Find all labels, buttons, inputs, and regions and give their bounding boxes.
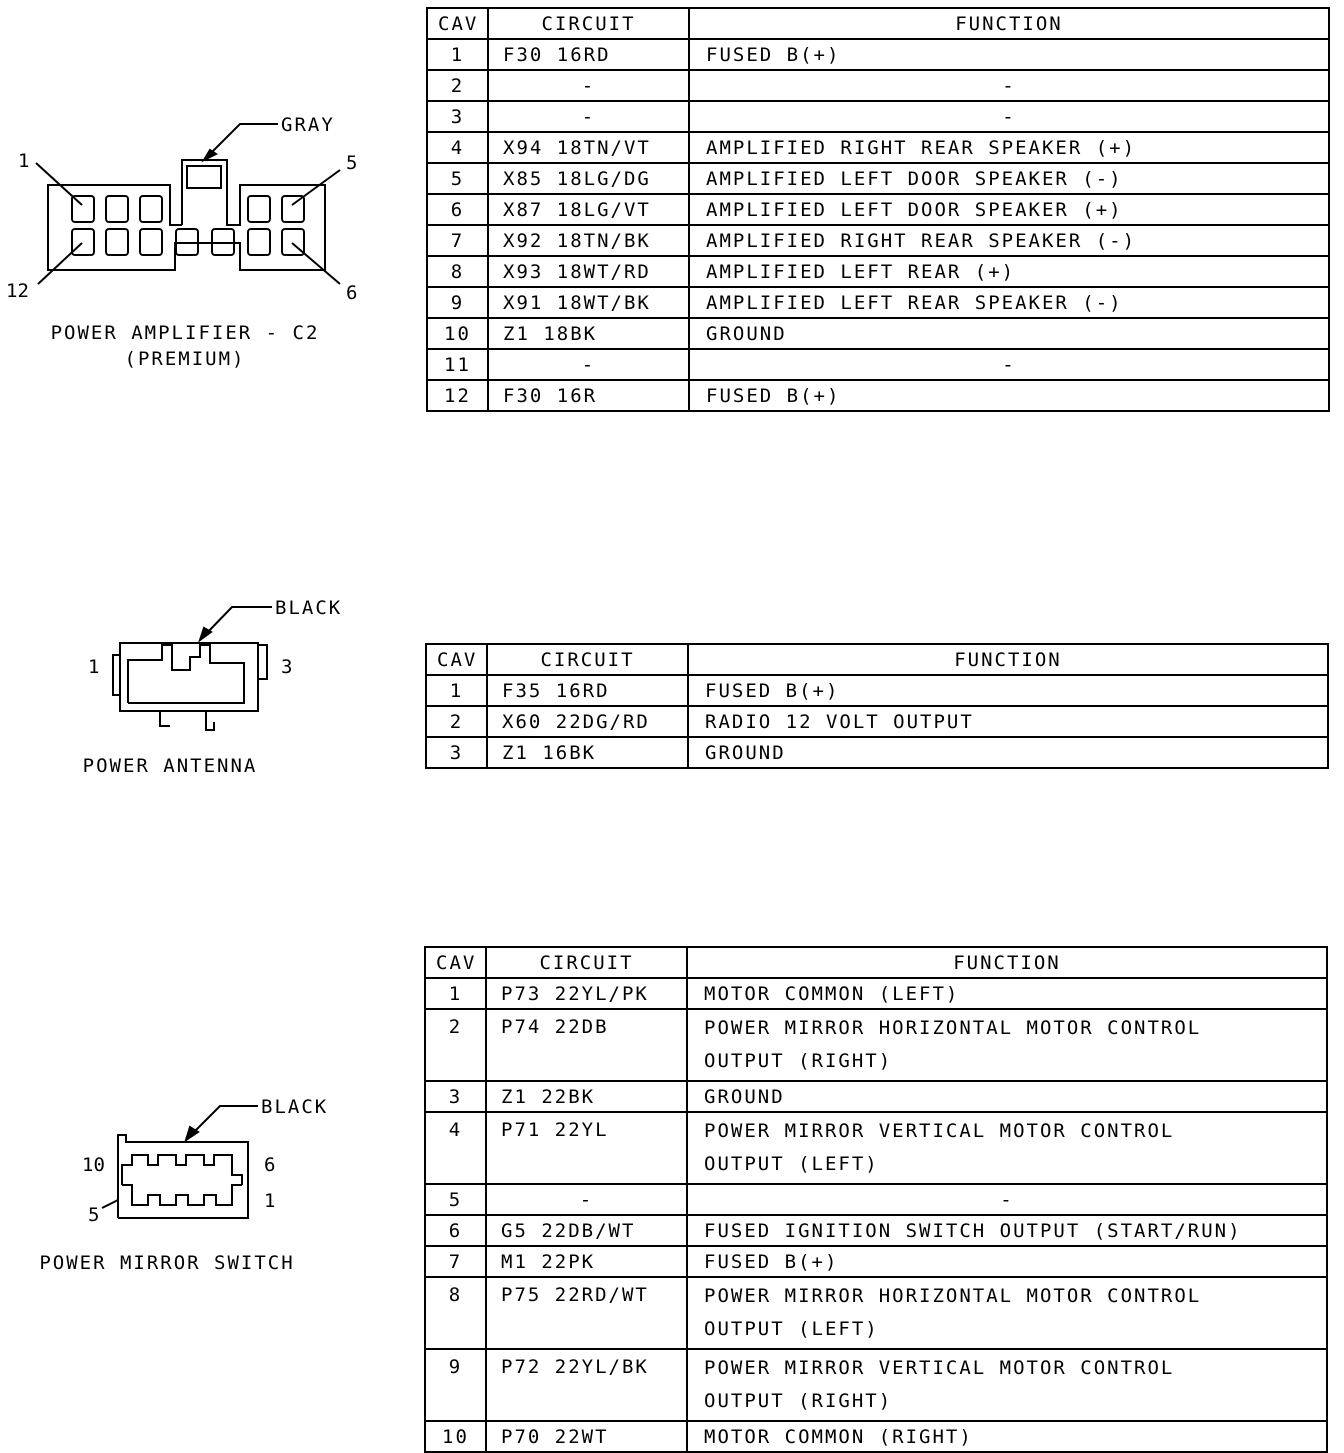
cav-cell: 8 (427, 256, 488, 287)
circuit-cell: - (488, 70, 689, 101)
cav-cell: 9 (427, 287, 488, 318)
table-row (427, 256, 1329, 287)
circuit-cell: Z1 18BK (488, 318, 689, 349)
pin-number-label: 6 (346, 282, 358, 304)
table-row (427, 101, 1329, 132)
function-cell: FUSED B(+) (688, 675, 1328, 706)
circuit-cell: X87 18LG/VT (488, 194, 689, 225)
cav-cell: 1 (425, 978, 486, 1009)
power-mirror-switch-connector-icon (102, 1106, 258, 1218)
circuit-cell: P72 22YL/BK (486, 1349, 687, 1421)
cav-cell: 3 (427, 101, 488, 132)
connector-title (30, 320, 340, 372)
circuit-cell: F30 16R (488, 380, 689, 411)
cav-cell: 6 (425, 1215, 486, 1246)
function-line: POWER MIRROR HORIZONTAL MOTOR CONTROL (704, 1017, 1202, 1039)
pin-number-label: 1 (18, 150, 30, 172)
circuit-cell: X94 18TN/VT (488, 132, 689, 163)
circuit-cell: M1 22PK (486, 1246, 687, 1277)
function-cell: GROUND (689, 318, 1329, 349)
function-cell: GROUND (688, 737, 1328, 768)
power-amplifier-connector-icon (36, 124, 340, 284)
cav-cell: 1 (427, 39, 488, 70)
table-row (425, 1184, 1327, 1215)
table-row (425, 1112, 1327, 1184)
connector-title: POWER MIRROR SWITCH (39, 1252, 295, 1274)
function-cell (687, 1009, 1327, 1081)
circuit-cell: X85 18LG/DG (488, 163, 689, 194)
function-cell: AMPLIFIED RIGHT REAR SPEAKER (-) (689, 225, 1329, 256)
pin-number-label: 1 (264, 1190, 276, 1212)
table-row (425, 1421, 1327, 1452)
function-cell: AMPLIFIED LEFT REAR SPEAKER (-) (689, 287, 1329, 318)
cav-cell: 12 (427, 380, 488, 411)
function-line: OUTPUT (RIGHT) (704, 1390, 893, 1412)
cav-cell: 4 (427, 132, 488, 163)
pin-number-label: 3 (281, 656, 293, 678)
circuit-cell: G5 22DB/WT (486, 1215, 687, 1246)
table-row (425, 1349, 1327, 1421)
cav-cell: 7 (425, 1246, 486, 1277)
circuit-cell: F35 16RD (487, 675, 688, 706)
circuit-cell: X91 18WT/BK (488, 287, 689, 318)
cav-cell: 3 (425, 1081, 486, 1112)
pin-number-label: 10 (82, 1154, 105, 1176)
circuit-cell: Z1 16BK (487, 737, 688, 768)
function-cell (687, 1112, 1327, 1184)
function-line: OUTPUT (LEFT) (704, 1318, 879, 1340)
cav-cell: 3 (426, 737, 487, 768)
circuit-cell: P75 22RD/WT (486, 1277, 687, 1349)
pinout-table (426, 7, 1330, 412)
circuit-cell: X92 18TN/BK (488, 225, 689, 256)
pin-number-label: 5 (346, 152, 358, 174)
connector-title: POWER ANTENNA (82, 755, 258, 777)
cav-cell: 10 (427, 318, 488, 349)
column-header-function: FUNCTION (688, 644, 1328, 675)
function-cell: FUSED B(+) (689, 39, 1329, 70)
table-header-row (426, 644, 1328, 675)
function-cell: FUSED IGNITION SWITCH OUTPUT (START/RUN) (687, 1215, 1327, 1246)
function-cell: - (689, 101, 1329, 132)
table-row (427, 380, 1329, 411)
function-line: POWER MIRROR VERTICAL MOTOR CONTROL (704, 1357, 1175, 1379)
connector-color-label: BLACK (261, 1096, 329, 1118)
cav-cell: 2 (425, 1009, 486, 1081)
column-header-function: FUNCTION (687, 947, 1327, 978)
table-row (427, 349, 1329, 380)
cav-cell: 11 (427, 349, 488, 380)
function-cell: FUSED B(+) (687, 1246, 1327, 1277)
table-row (425, 1081, 1327, 1112)
function-cell (687, 1349, 1327, 1421)
function-cell: AMPLIFIED RIGHT REAR SPEAKER (+) (689, 132, 1329, 163)
column-header-cav: CAV (425, 947, 486, 978)
cav-cell: 7 (427, 225, 488, 256)
cav-cell: 4 (425, 1112, 486, 1184)
cav-cell: 8 (425, 1277, 486, 1349)
function-cell: MOTOR COMMON (RIGHT) (687, 1421, 1327, 1452)
table-row (425, 1246, 1327, 1277)
cav-cell: 2 (427, 70, 488, 101)
function-cell: - (687, 1184, 1327, 1215)
table-row (425, 1215, 1327, 1246)
table-row (427, 132, 1329, 163)
pin-number-label: 1 (88, 656, 100, 678)
function-line: POWER MIRROR VERTICAL MOTOR CONTROL (704, 1120, 1175, 1142)
cav-cell: 10 (425, 1421, 486, 1452)
cav-cell: 5 (427, 163, 488, 194)
circuit-cell: - (488, 101, 689, 132)
function-cell: AMPLIFIED LEFT DOOR SPEAKER (+) (689, 194, 1329, 225)
circuit-cell: P70 22WT (486, 1421, 687, 1452)
function-cell: AMPLIFIED LEFT DOOR SPEAKER (-) (689, 163, 1329, 194)
column-header-circuit: CIRCUIT (486, 947, 687, 978)
table-row (427, 70, 1329, 101)
circuit-cell: P71 22YL (486, 1112, 687, 1184)
table-row (427, 163, 1329, 194)
cav-cell: 6 (427, 194, 488, 225)
circuit-cell: X60 22DG/RD (487, 706, 688, 737)
pin-number-label: 6 (264, 1154, 276, 1176)
circuit-cell: P73 22YL/PK (486, 978, 687, 1009)
pinout-table (425, 643, 1329, 769)
function-line: OUTPUT (LEFT) (704, 1153, 879, 1175)
function-cell: - (689, 70, 1329, 101)
circuit-cell: P74 22DB (486, 1009, 687, 1081)
column-header-cav: CAV (427, 8, 488, 39)
table-row (427, 39, 1329, 70)
table-header-row (425, 947, 1327, 978)
table-row (427, 318, 1329, 349)
table-row (426, 675, 1328, 706)
table-row (425, 1009, 1327, 1081)
function-cell: MOTOR COMMON (LEFT) (687, 978, 1327, 1009)
connector-color-label: BLACK (275, 597, 343, 619)
circuit-cell: Z1 22BK (486, 1081, 687, 1112)
column-header-cav: CAV (426, 644, 487, 675)
power-antenna-connector-icon (113, 607, 272, 730)
table-row (425, 978, 1327, 1009)
cav-cell: 5 (425, 1184, 486, 1215)
function-cell: AMPLIFIED LEFT REAR (+) (689, 256, 1329, 287)
function-cell: GROUND (687, 1081, 1327, 1112)
connector-title-line: POWER AMPLIFIER - C2 (50, 322, 320, 344)
pin-number-label: 12 (6, 280, 29, 302)
connector-subtitle: (PREMIUM) (124, 348, 246, 370)
table-header-row (427, 8, 1329, 39)
connector-color-label: GRAY (281, 114, 335, 136)
function-line: OUTPUT (RIGHT) (704, 1050, 893, 1072)
table-row (426, 737, 1328, 768)
circuit-cell: X93 18WT/RD (488, 256, 689, 287)
function-cell: RADIO 12 VOLT OUTPUT (688, 706, 1328, 737)
column-header-circuit: CIRCUIT (488, 8, 689, 39)
cav-cell: 9 (425, 1349, 486, 1421)
function-cell: - (689, 349, 1329, 380)
cav-cell: 2 (426, 706, 487, 737)
circuit-cell: F30 16RD (488, 39, 689, 70)
table-row (427, 287, 1329, 318)
function-line: POWER MIRROR HORIZONTAL MOTOR CONTROL (704, 1285, 1202, 1307)
column-header-circuit: CIRCUIT (487, 644, 688, 675)
circuit-cell: - (486, 1184, 687, 1215)
table-row (426, 706, 1328, 737)
pin-number-label: 5 (88, 1204, 100, 1226)
function-cell: FUSED B(+) (689, 380, 1329, 411)
circuit-cell: - (488, 349, 689, 380)
function-cell (687, 1277, 1327, 1349)
cav-cell: 1 (426, 675, 487, 706)
pinout-table (424, 946, 1328, 1453)
table-row (425, 1277, 1327, 1349)
table-row (427, 225, 1329, 256)
table-row (427, 194, 1329, 225)
column-header-function: FUNCTION (689, 8, 1329, 39)
